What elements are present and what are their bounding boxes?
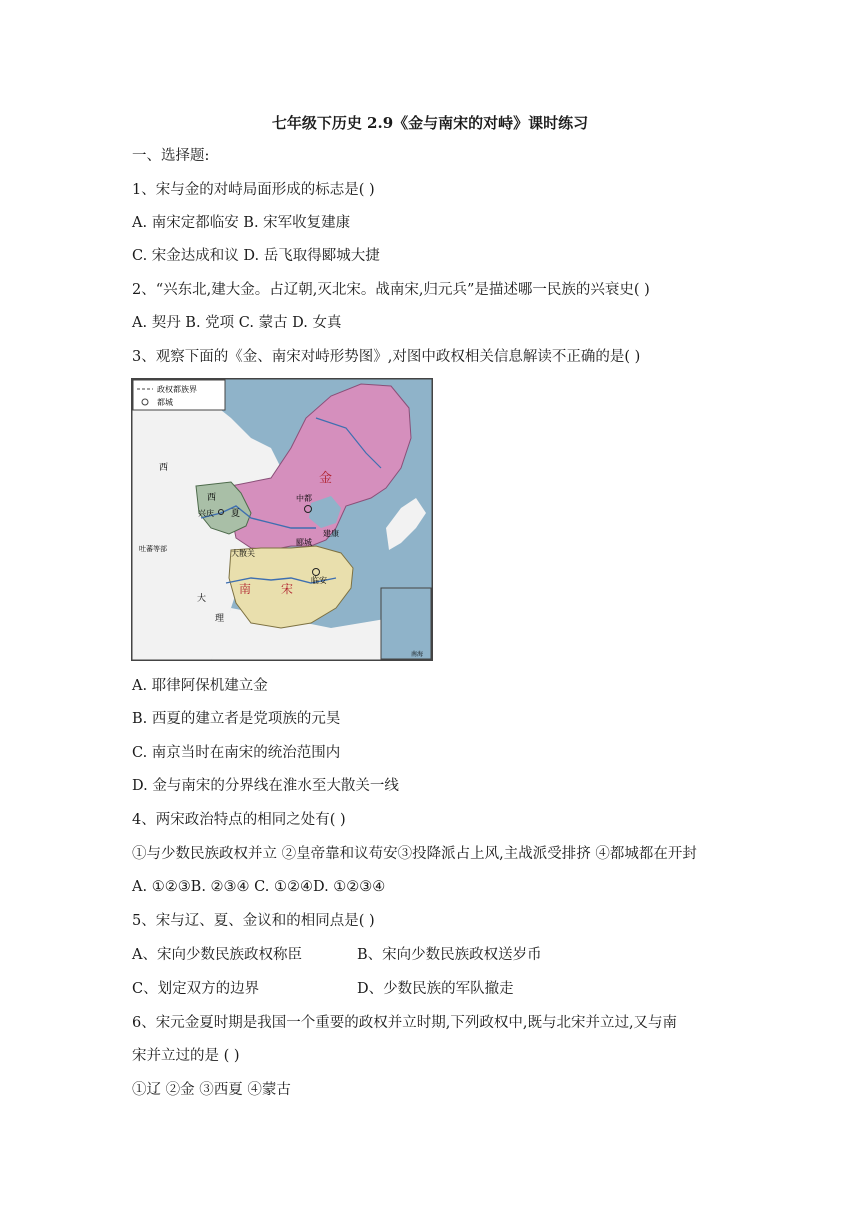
label-jin: 金 <box>319 471 333 486</box>
q1-stem: 1、宋与金的对峙局面形成的标志是( ) <box>132 182 375 198</box>
q3-option-a: A. 耶律阿保机建立金 <box>132 678 268 694</box>
label-nan: 南 <box>239 582 252 596</box>
q5-option-b: B、宋向少数民族政权送岁币 <box>357 947 542 963</box>
q5-option-d: D、少数民族的军队撤走 <box>357 981 514 997</box>
q1-options-cd: C. 宋金达成和议 D. 岳飞取得郾城大捷 <box>132 248 380 264</box>
q3-option-d: D. 金与南宋的分界线在淮水至大散关一线 <box>132 778 399 794</box>
q5-option-a: A、宋向少数民族政权称臣 <box>132 947 302 963</box>
label-zhongdu: 中都 <box>296 494 312 503</box>
q2-options: A. 契丹 B. 党项 C. 蒙古 D. 女真 <box>132 315 342 331</box>
section-heading: 一、选择题: <box>132 148 210 164</box>
label-tubo: 吐蕃等部 <box>139 545 167 553</box>
label-song: 宋 <box>281 582 294 596</box>
label-dasanguan: 大散关 <box>231 549 255 558</box>
q4-options: A. ①②③B. ②③④ C. ①②④D. ①②③④ <box>132 879 386 895</box>
q5-stem: 5、宋与辽、夏、金议和的相同点是( ) <box>132 913 375 929</box>
q3-stem: 3、观察下面的《金、南宋对峙形势图》,对图中政权相关信息解读不正确的是( ) <box>132 349 641 365</box>
q6-stem-line1: 6、宋元金夏时期是我国一个重要的政权并立时期,下列政权中,既与北宋并立过,又与南 <box>132 1015 678 1031</box>
q6-stem-line2: 宋并立过的是 ( ) <box>132 1048 240 1064</box>
q6-options: ①辽 ②金 ③西夏 ④蒙古 <box>132 1082 291 1098</box>
q3-option-c: C. 南京当时在南宋的统治范围内 <box>132 745 341 761</box>
q2-stem: 2、“兴东北,建大金。占辽朝,灭北宋。战南宋,归元兵”是描述哪一民族的兴衰史( ) <box>132 282 650 298</box>
jin-southern-song-map <box>131 378 433 661</box>
q1-options-ab: A. 南宋定都临安 B. 宋军收复建康 <box>132 215 351 231</box>
label-da: 大 <box>197 594 207 604</box>
page-title: 七年级下历史 2.9《金与南宋的对峙》课时练习 <box>271 114 589 132</box>
q4-statements: ①与少数民族政权并立 ②皇帝靠和议苟安③投降派占上风,主战派受排挤 ④都城都在开封 <box>132 846 697 862</box>
legend-border-label: 政权都族界 <box>157 385 197 394</box>
q3-option-b: B. 西夏的建立者是党项族的元昊 <box>132 711 341 727</box>
label-jiankang: 建康 <box>323 529 339 538</box>
q5-option-c: C、划定双方的边界 <box>132 981 260 997</box>
label-li: 理 <box>215 614 225 624</box>
south-sea-inset <box>381 588 431 659</box>
label-xi: 西 <box>207 493 217 503</box>
label-linan: 临安 <box>311 576 327 585</box>
q4-stem: 4、两宋政治特点的相同之处有( ) <box>132 812 346 828</box>
legend-capital-label: 都城 <box>157 398 173 407</box>
label-xia: 夏 <box>231 509 241 519</box>
label-yancheng: 郾城 <box>296 538 312 547</box>
label-west: 西 <box>159 463 169 473</box>
label-xingqing: 兴庆 <box>198 509 214 518</box>
label-nanhai: 南海 <box>411 651 424 658</box>
